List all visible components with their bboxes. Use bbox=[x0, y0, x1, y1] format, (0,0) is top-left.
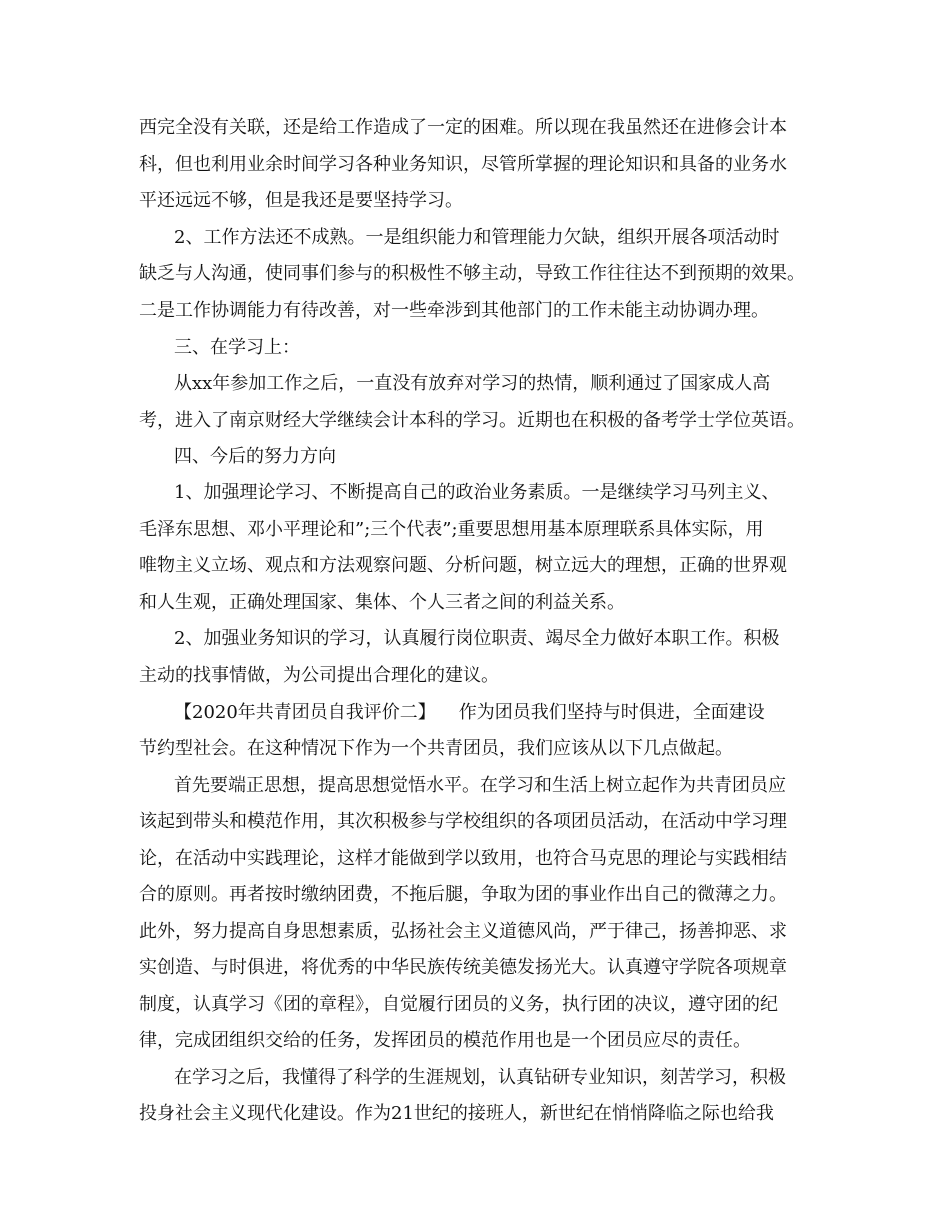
text-line: 毛泽东思想、邓小平理论和”;三个代表”;重要思想用基本原理联系具体实际，用 bbox=[139, 519, 764, 540]
text-line: 论，在活动中实践理论，这样才能做到学以致用，也符合马克思的理论与实践相结 bbox=[139, 848, 787, 869]
text-line: 科，但也利用业余时间学习各种业务知识，尽管所掌握的理论知识和具备的业务水 bbox=[139, 154, 787, 175]
text-line: 从xx年参加工作之后，一直没有放弃对学习的热情，顺利通过了国家成人高 bbox=[174, 373, 771, 394]
text-line: 律，完成团组织交给的任务，发挥团员的模范作用也是一个团员应尽的责任。 bbox=[139, 1030, 751, 1051]
text-line: 唯物主义立场、观点和方法观察问题、分析问题，树立远大的理想，正确的世界观 bbox=[139, 555, 787, 576]
text-line: 首先要端正思想，提高思想觉悟水平。在学习和生活上树立起作为共青团员应 bbox=[174, 775, 786, 796]
text-line: 2、工作方法还不成熟。一是组织能力和管理能力欠缺，组织开展各项活动时 bbox=[174, 227, 780, 248]
text-line: 二是工作协调能力有待改善，对一些牵涉到其他部门的工作未能主动协调办理。 bbox=[139, 300, 769, 321]
text-line: 投身社会主义现代化建设。作为21世纪的接班人，新世纪在悄悄降临之际也给我 bbox=[139, 1103, 774, 1124]
text-line: 实创造、与时俱进，将优秀的中华民族传统美德发扬光大。认真遵守学院各项规章 bbox=[139, 957, 787, 978]
text-line: 和人生观，正确处理国家、集体、个人三者之间的利益关系。 bbox=[139, 592, 625, 613]
text-line: 考，进入了南京财经大学继续会计本科的学习。近期也在积极的备考学士学位英语。 bbox=[139, 410, 805, 431]
section-heading: 三、在学习上： bbox=[174, 337, 300, 358]
text-line: 节约型社会。在这种情况下作为一个共青团员，我们应该从以下几点做起。 bbox=[139, 738, 733, 759]
text-line: 2、加强业务知识的学习，认真履行岗位职责、竭尽全力做好本职工作。积极 bbox=[174, 628, 780, 649]
text-line: 缺乏与人沟通，使同事们参与的积极性不够主动，导致工作往往达不到预期的效果。 bbox=[139, 263, 805, 284]
section-heading: 四、今后的努力方向 bbox=[174, 446, 336, 467]
text-line: 平还远远不够，但是我还是要坚持学习。 bbox=[139, 190, 463, 211]
text-line: 主动的找事情做，为公司提出合理化的建议。 bbox=[139, 665, 499, 686]
text-line: 此外，努力提高自身思想素质，弘扬社会主义道德风尚，严于律己，扬善抑恶、求 bbox=[139, 921, 787, 942]
text-line: 制度，认真学习《团的章程》，自觉履行团员的义务，执行团的决议，遵守团的纪 bbox=[139, 994, 778, 1015]
text-line: 该起到带头和模范作用，其次积极参与学校组织的各项团员活动，在活动中学习理 bbox=[139, 811, 787, 832]
text-line: 1、加强理论学习、不断提高自己的政治业务素质。一是继续学习马列主义、 bbox=[174, 482, 780, 503]
text-line: 合的原则。再者按时缴纳团费，不拖后腿，争取为团的事业作出自己的微薄之力。 bbox=[139, 884, 787, 905]
text-line: 西完全没有关联，还是给工作造成了一定的困难。所以现在我虽然还在进修会计本 bbox=[139, 117, 787, 138]
article-heading: 【2020年共青团员自我评价二】 作为团员我们坚持与时俱进，全面建设 bbox=[174, 702, 765, 723]
text-line: 在学习之后，我懂得了科学的生涯规划，认真钻研专业知识，刻苦学习，积极 bbox=[174, 1067, 786, 1088]
